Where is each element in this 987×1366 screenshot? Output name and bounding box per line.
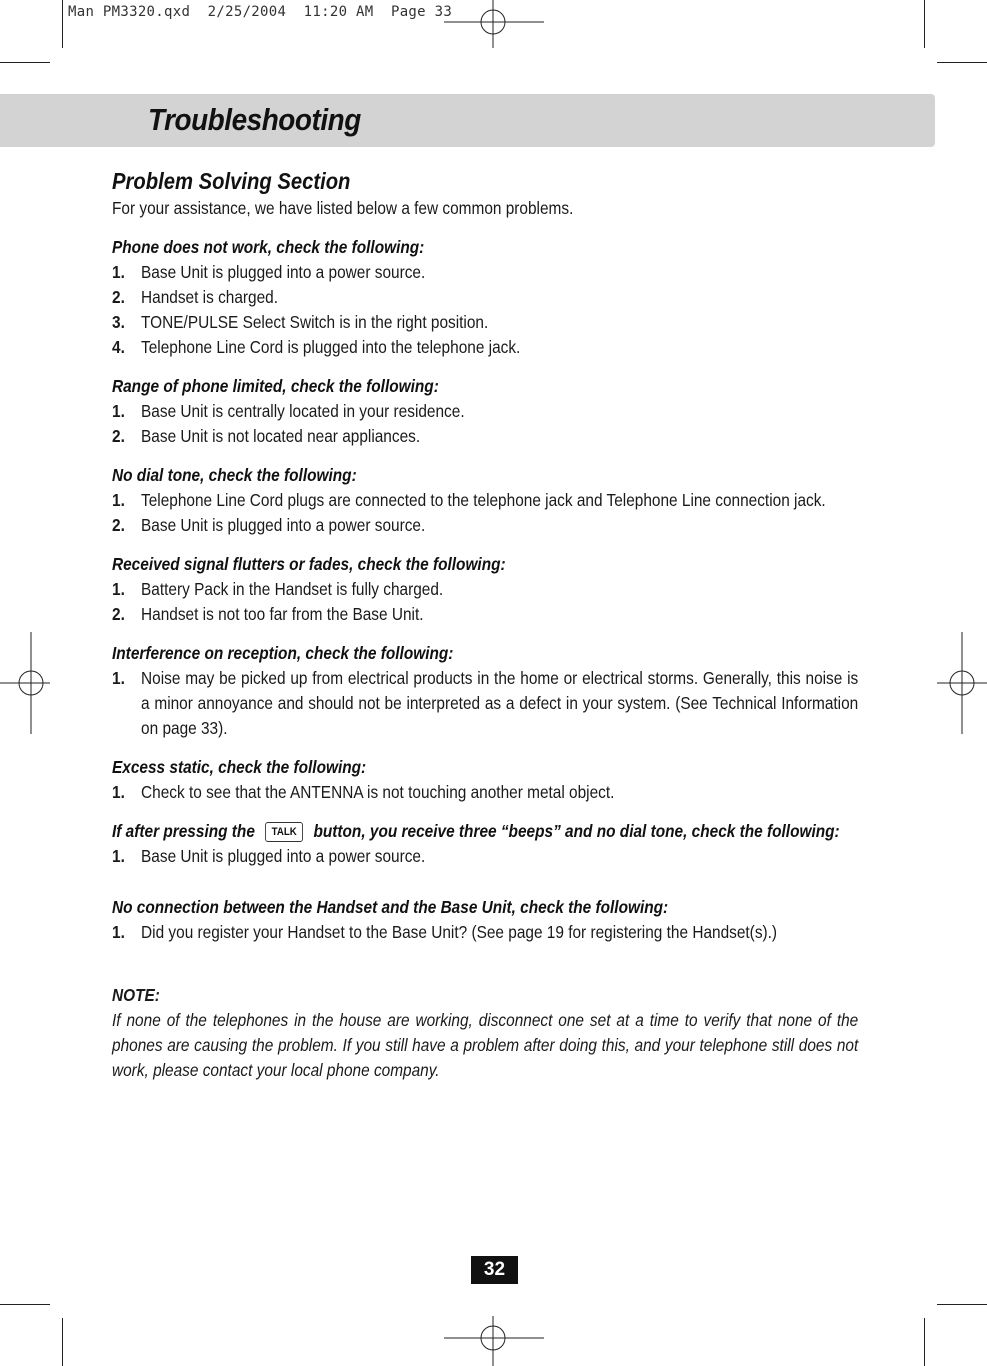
intro-text: For your assistance, we have listed below a few common problems. [112,198,574,218]
problem-heading: Received signal flutters or fades, check the following: [112,554,506,574]
connection-problem-group [112,895,858,945]
main-content [112,166,858,1083]
problem-group [112,641,858,741]
crop-mark-top-left-horizontal [0,62,50,63]
problem-group [112,463,858,538]
list-item [112,310,858,335]
problem-group [112,374,858,449]
list-item-number: 2. [112,515,125,535]
note-heading: NOTE: [112,985,160,1005]
problem-group [112,235,858,360]
crop-mark-bottom-left-horizontal [0,1304,50,1305]
connection-problem-heading: No connection between the Handset and the Base Unit, check the following: [112,897,669,917]
printer-slug: Man PM3320.qxd 2/25/2004 11:20 AM Page 33 [68,4,453,20]
registration-mark-right-icon [937,632,987,734]
problem-heading: No dial tone, check the following: [112,465,357,485]
list-item-text: Noise may be picked up from electrical products in the home or electrical storms. Generally, this noise is a minor annoyance and should not be interpreted as a defect in your system. (See Technical Information on page 33). [141,668,859,738]
list-item [112,602,858,627]
list-item [112,488,858,513]
list-item-text: Base Unit is not located near appliances. [141,426,421,446]
list-item [112,260,858,285]
list-item-text: Telephone Line Cord is plugged into the telephone jack. [141,337,521,357]
section-title: Problem Solving Section [112,168,351,194]
list-item [112,577,858,602]
problem-groups [112,235,858,805]
crop-mark-bottom-left-vertical [62,1318,63,1366]
registration-mark-left-icon [0,632,50,734]
talk-problem-heading [112,819,858,844]
list-item-number: 4. [112,337,125,357]
problem-heading: Excess static, check the following: [112,757,367,777]
content-body [112,166,858,1083]
crop-mark-top-left-vertical [62,0,63,48]
crop-mark-top-right-vertical [924,0,925,48]
list-item-number: 1. [112,782,125,802]
problem-heading: Interference on reception, check the following: [112,643,454,663]
list-item [112,424,858,449]
registration-mark-top-icon [444,0,544,48]
list-item [112,666,858,741]
problem-heading: Phone does not work, check the following: [112,237,425,257]
list-item-number: 2. [112,426,125,446]
list-item-text: Did you register your Handset to the Base Unit? (See page 19 for registering the Handset(s).) [141,922,778,942]
page-title: Troubleshooting [148,102,361,137]
talk-button-icon: TALK [265,822,302,842]
problem-group [112,552,858,627]
list-item-number: 2. [112,604,125,624]
list-item-text: Base Unit is plugged into a power source. [141,846,426,866]
crop-mark-bottom-right-vertical [924,1318,925,1366]
list-item-number: 1. [112,846,125,866]
problem-heading: Range of phone limited, check the following: [112,376,439,396]
list-item-number: 1. [112,579,125,599]
crop-mark-bottom-right-horizontal [937,1304,987,1305]
list-item [112,335,858,360]
list-item [112,920,858,945]
list-item-number: 1. [112,922,125,942]
header-banner [0,94,935,147]
list-item-number: 1. [112,490,125,510]
list-item [112,285,858,310]
list-item [112,399,858,424]
list-item-text: Handset is not too far from the Base Unit. [141,604,424,624]
list-item-text: Check to see that the ANTENNA is not touching another metal object. [141,782,615,802]
list-item-number: 3. [112,312,125,332]
list-item-text: Base Unit is plugged into a power source. [141,262,426,282]
problem-group [112,755,858,805]
list-item-text: Telephone Line Cord plugs are connected to the telephone jack and Telephone Line connection jack. [141,490,826,510]
list-item-text: Battery Pack in the Handset is fully charged. [141,579,444,599]
list-item-text: TONE/PULSE Select Switch is in the right position. [141,312,489,332]
registration-mark-bottom-icon [444,1316,544,1366]
list-item-number: 1. [112,262,125,282]
list-item [112,513,858,538]
list-item-number: 2. [112,287,125,307]
list-item-number: 1. [112,668,125,688]
list-item [112,780,858,805]
list-item-text: Handset is charged. [141,287,279,307]
page-number: 32 [471,1256,518,1284]
talk-heading-after: button, you receive three “beeps” and no dial tone, check the following: [313,821,840,841]
list-item-number: 1. [112,401,125,421]
talk-problem-group [112,819,858,869]
note-text: If none of the telephones in the house are working, disconnect one set at a time to verify that none of the phones are causing the problem. If you still have a problem after doing this, and your telephone still does not work, please contact your local phone company. [112,1010,859,1080]
crop-mark-top-right-horizontal [937,62,987,63]
list-item [112,844,858,869]
list-item-text: Base Unit is plugged into a power source. [141,515,426,535]
talk-heading-before: If after pressing the [112,821,255,841]
list-item-text: Base Unit is centrally located in your residence. [141,401,465,421]
